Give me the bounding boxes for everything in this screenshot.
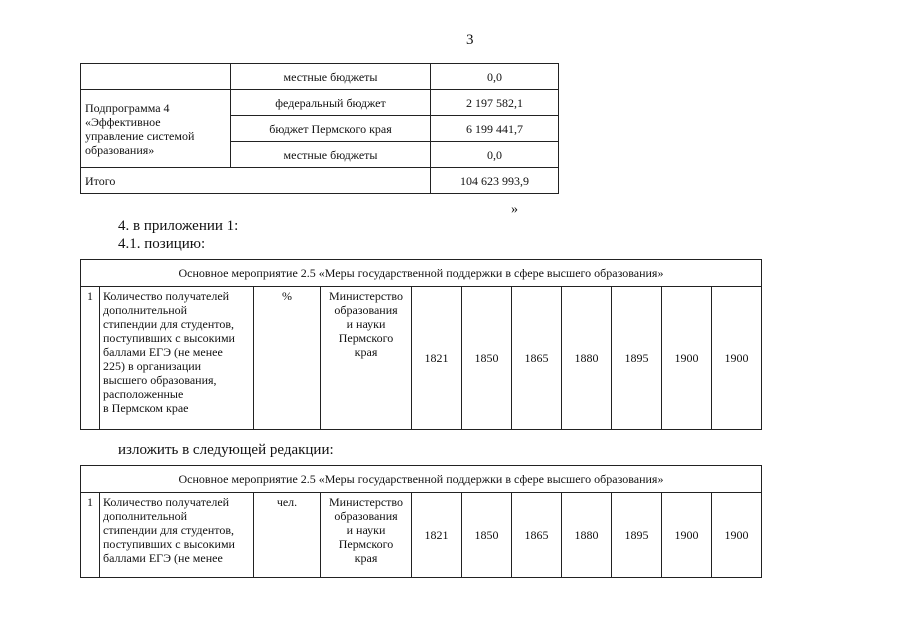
value-cell: 1821 xyxy=(412,493,462,578)
activity-title: Основное мероприятие 2.5 «Меры государственной поддержки в сфере высшего образования» xyxy=(81,260,762,287)
value-cell: 1865 xyxy=(512,287,562,430)
value-cell: 1900 xyxy=(662,493,712,578)
table-row xyxy=(81,90,559,116)
budget-table xyxy=(80,63,559,194)
value-cell: 1850 xyxy=(462,287,512,430)
page-number: 3 xyxy=(466,32,474,48)
value-cell: 1895 xyxy=(612,493,662,578)
unit-cell: чел. xyxy=(254,493,321,578)
value-cell: 1865 xyxy=(512,493,562,578)
paragraph-appendix: 4. в приложении 1: xyxy=(118,218,239,234)
amount-cell: 0,0 xyxy=(431,142,559,168)
value-cell: 1880 xyxy=(562,287,612,430)
value-cell: 1900 xyxy=(712,493,762,578)
table-row xyxy=(81,64,559,90)
budget-source-cell: бюджет Пермского края xyxy=(231,116,431,142)
table-title-row xyxy=(81,260,762,287)
value-cell: 1850 xyxy=(462,493,512,578)
table-row xyxy=(81,287,762,430)
paragraph-position: 4.1. позицию: xyxy=(118,236,206,252)
row-number: 1 xyxy=(81,287,100,430)
old-position-table xyxy=(80,259,762,430)
program-cell xyxy=(81,64,231,90)
activity-title: Основное мероприятие 2.5 «Меры государственной поддержки в сфере высшего образования» xyxy=(81,466,762,493)
paragraph-new-wording: изложить в следующей редакции: xyxy=(118,442,334,458)
new-position-table xyxy=(80,465,762,578)
budget-source-cell: федеральный бюджет xyxy=(231,90,431,116)
value-cell: 1880 xyxy=(562,493,612,578)
amount-cell: 6 199 441,7 xyxy=(431,116,559,142)
budget-source-cell: местные бюджеты xyxy=(231,64,431,90)
total-label: Итого xyxy=(81,168,431,194)
total-row xyxy=(81,168,559,194)
ministry-cell: Министерство образования и науки Пермского края xyxy=(321,287,412,430)
value-cell: 1895 xyxy=(612,287,662,430)
table-row xyxy=(81,493,762,578)
table-title-row xyxy=(81,466,762,493)
subprogram-name-cell: Подпрограмма 4 «Эффективное управление системой образования» xyxy=(81,90,231,168)
closing-quote: » xyxy=(511,202,518,217)
row-number: 1 xyxy=(81,493,100,578)
total-amount: 104 623 993,9 xyxy=(431,168,559,194)
budget-source-cell: местные бюджеты xyxy=(231,142,431,168)
value-cell: 1821 xyxy=(412,287,462,430)
unit-cell: % xyxy=(254,287,321,430)
value-cell: 1900 xyxy=(712,287,762,430)
indicator-description: Количество получателей дополнительной стипендии для студентов, поступивших с высокими баллами ЕГЭ (не менее 225) в организации высшего образования, расположенные в Пермском крае xyxy=(100,287,254,430)
ministry-cell: Министерство образования и науки Пермского края xyxy=(321,493,412,578)
value-cell: 1900 xyxy=(662,287,712,430)
amount-cell: 2 197 582,1 xyxy=(431,90,559,116)
amount-cell: 0,0 xyxy=(431,64,559,90)
indicator-description: Количество получателей дополнительной стипендии для студентов, поступивших с высокими баллами ЕГЭ (не менее xyxy=(100,493,254,578)
